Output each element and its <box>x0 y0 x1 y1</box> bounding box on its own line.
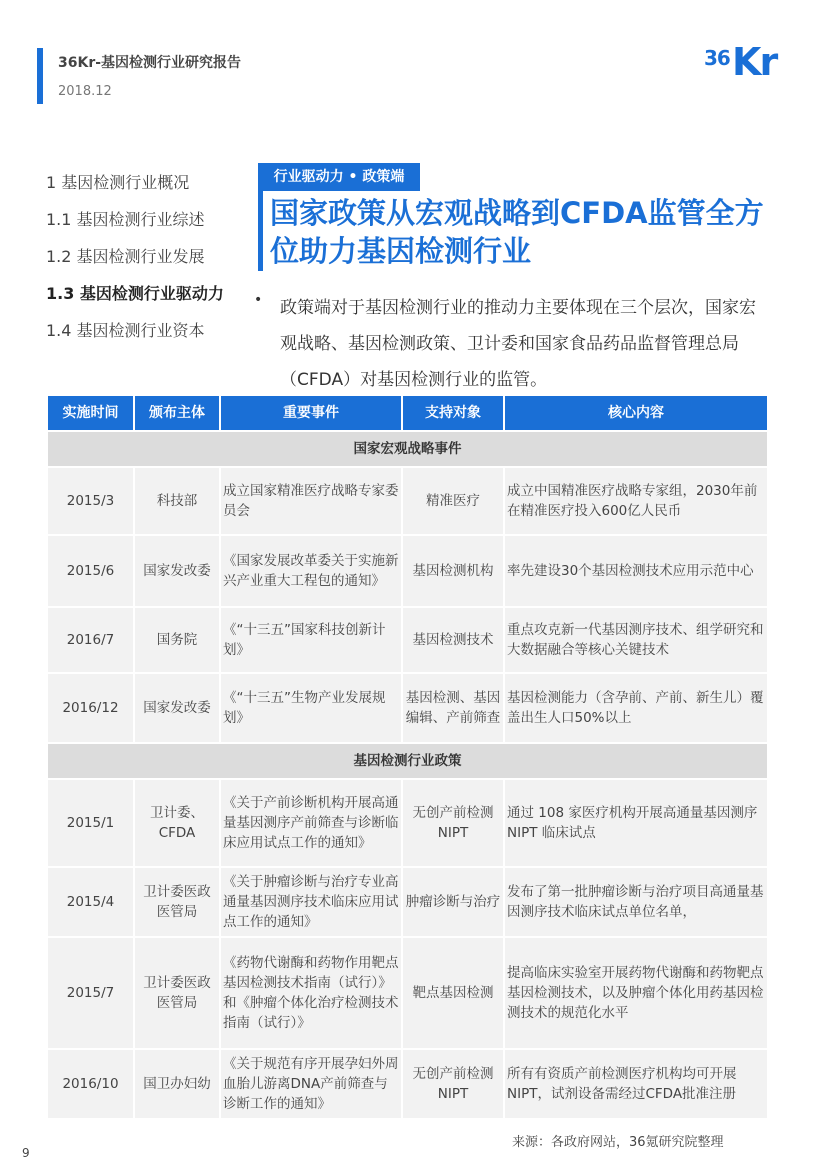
toc-item-1-3[interactable]: 1.3 基因检测行业驱动力 <box>46 284 224 303</box>
cell-date: 2016/7 <box>48 607 134 673</box>
cell-date: 2015/4 <box>48 867 134 937</box>
table-row <box>48 937 768 1049</box>
section-title: 国家宏观战略事件 <box>48 431 768 467</box>
cell-event: 《“十三五”国家科技创新计划》 <box>220 607 402 673</box>
report-date: 2018.12 <box>58 84 112 99</box>
cell-event: 成立国家精准医疗战略专家委员会 <box>220 467 402 535</box>
logo-number: 36 <box>704 46 730 70</box>
cell-issuer: 卫计委医政医管局 <box>134 937 220 1049</box>
cell-content: 重点攻克新一代基因测序技术、组学研究和大数据融合等核心关键技术 <box>504 607 768 673</box>
cell-content: 基因检测能力（含孕前、产前、新生儿）覆盖出生人口50%以上 <box>504 673 768 743</box>
table-header-row <box>48 396 768 431</box>
cell-content: 提高临床实验室开展药物代谢酶和药物靶点基因检测技术，以及肿瘤个体化用药基因检测技术的规范化水平 <box>504 937 768 1049</box>
cell-target: 基因检测机构 <box>402 535 504 607</box>
table-row <box>48 467 768 535</box>
cell-target: 基因检测、基因编辑、产前筛查 <box>402 673 504 743</box>
cell-content: 率先建设30个基因检测技术应用示范中心 <box>504 535 768 607</box>
title-accent-bar <box>258 191 263 271</box>
cell-date: 2016/10 <box>48 1049 134 1119</box>
header-accent-bar <box>37 48 43 104</box>
cell-target: 精准医疗 <box>402 467 504 535</box>
table-row <box>48 867 768 937</box>
cell-event: 《国家发展改革委关于实施新兴产业重大工程包的通知》 <box>220 535 402 607</box>
cell-event: 《“十三五”生物产业发展规划》 <box>220 673 402 743</box>
cell-issuer: 国家发改委 <box>134 673 220 743</box>
column-header: 实施时间 <box>48 396 134 431</box>
cell-content: 发布了第一批肿瘤诊断与治疗项目高通量基因测序技术临床试点单位名单， <box>504 867 768 937</box>
table-of-contents <box>46 172 256 357</box>
table-row <box>48 1049 768 1119</box>
table-row <box>48 607 768 673</box>
cell-date: 2015/6 <box>48 535 134 607</box>
table-row <box>48 673 768 743</box>
table-row <box>48 779 768 867</box>
column-header: 重要事件 <box>220 396 402 431</box>
cell-target: 无创产前检测NIPT <box>402 1049 504 1119</box>
cell-date: 2015/1 <box>48 779 134 867</box>
toc-item-1-1[interactable]: 1.1 基因检测行业综述 <box>46 210 205 229</box>
policy-table <box>48 396 769 1120</box>
cell-content: 成立中国精准医疗战略专家组，2030年前在精准医疗投入600亿人民币 <box>504 467 768 535</box>
cell-event: 《药物代谢酶和药物作用靶点基因检测技术指南（试行）》和《肿瘤个体化治疗检测技术指南（试行）》 <box>220 937 402 1049</box>
report-title: 36Kr-基因检测行业研究报告 <box>58 55 242 71</box>
column-header: 颁布主体 <box>134 396 220 431</box>
cell-date: 2015/3 <box>48 467 134 535</box>
cell-event: 《关于产前诊断机构开展高通量基因测序产前筛查与诊断临床应用试点工作的通知》 <box>220 779 402 867</box>
intro-paragraph: 政策端对于基因检测行业的推动力主要体现在三个层次，国家宏观战略、基因检测政策、卫计委和国家食品药品监督管理总局（CFDA）对基因检测行业的监管。 <box>280 298 756 390</box>
section-row <box>48 743 768 779</box>
cell-target: 无创产前检测NIPT <box>402 779 504 867</box>
page-number: 9 <box>22 1146 30 1160</box>
cell-issuer: 国务院 <box>134 607 220 673</box>
cell-event: 《关于规范有序开展孕妇外周血胎儿游离DNA产前筛查与诊断工作的通知》 <box>220 1049 402 1119</box>
cell-issuer: 卫计委医政医管局 <box>134 867 220 937</box>
bullet-icon: • <box>254 292 263 308</box>
logo-letters: Kr <box>732 40 777 84</box>
page-title: 国家政策从宏观战略到CFDA监管全方位助力基因检测行业 <box>270 196 764 268</box>
toc-item-1-4[interactable]: 1.4 基因检测行业资本 <box>46 321 205 340</box>
36kr-logo <box>704 40 796 96</box>
cell-event: 《关于肿瘤诊断与治疗专业高通量基因测序技术临床应用试点工作的通知》 <box>220 867 402 937</box>
cell-content: 通过 108 家医疗机构开展高通量基因测序 NIPT 临床试点 <box>504 779 768 867</box>
section-row <box>48 431 768 467</box>
section-tag: 行业驱动力 • 政策端 <box>258 163 420 191</box>
cell-target: 基因检测技术 <box>402 607 504 673</box>
toc-item-1[interactable]: 1 基因检测行业概况 <box>46 173 190 192</box>
cell-date: 2016/12 <box>48 673 134 743</box>
table-row <box>48 535 768 607</box>
cell-issuer: 国家发改委 <box>134 535 220 607</box>
section-title: 基因检测行业政策 <box>48 743 768 779</box>
cell-content: 所有有资质产前检测医疗机构均可开展NIPT，试剂设备需经过CFDA批准注册 <box>504 1049 768 1119</box>
cell-date: 2015/7 <box>48 937 134 1049</box>
cell-issuer: 国卫办妇幼 <box>134 1049 220 1119</box>
cell-target: 肿瘤诊断与治疗 <box>402 867 504 937</box>
toc-item-1-2[interactable]: 1.2 基因检测行业发展 <box>46 247 205 266</box>
source-note: 来源：各政府网站，36氪研究院整理 <box>512 1135 724 1150</box>
cell-target: 靶点基因检测 <box>402 937 504 1049</box>
column-header: 支持对象 <box>402 396 504 431</box>
cell-issuer: 卫计委、CFDA <box>134 779 220 867</box>
column-header: 核心内容 <box>504 396 768 431</box>
cell-issuer: 科技部 <box>134 467 220 535</box>
